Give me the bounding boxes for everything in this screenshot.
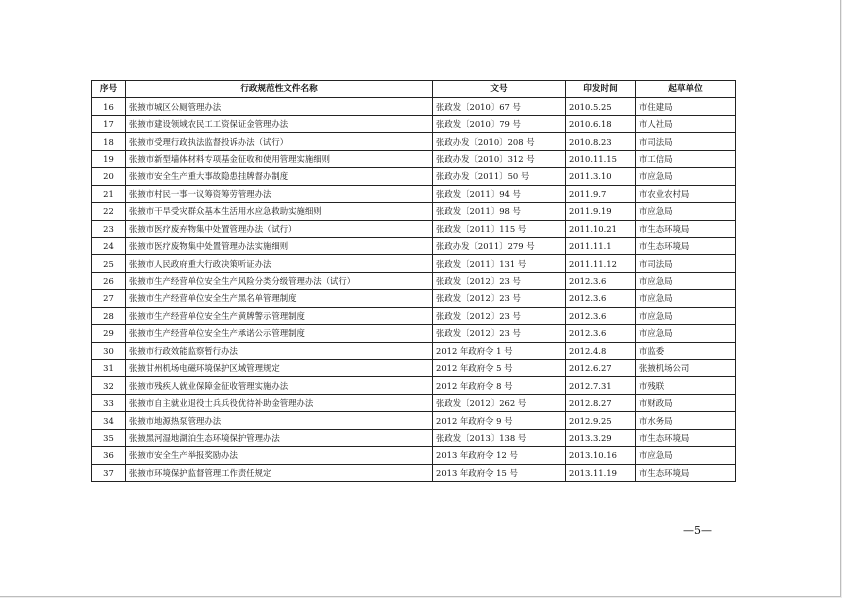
table-row bbox=[92, 272, 736, 289]
cell-document-name: 张掖市生产经营单位安全生产黑名单管理制度 bbox=[126, 290, 433, 307]
cell-issue-date: 2011.10.21 bbox=[566, 220, 636, 237]
cell-serial: 30 bbox=[92, 342, 126, 359]
cell-issue-date: 2011.9.19 bbox=[566, 203, 636, 220]
cell-issue-date: 2010.6.18 bbox=[566, 115, 636, 132]
cell-serial: 18 bbox=[92, 133, 126, 150]
cell-document-name: 张掖市医疗废物集中处置管理办法实施细则 bbox=[126, 237, 433, 254]
cell-document-name: 张掖市城区公厕管理办法 bbox=[126, 98, 433, 115]
cell-drafting-unit: 市应急局 bbox=[636, 325, 736, 342]
header-document-number: 文号 bbox=[433, 81, 566, 98]
cell-document-number: 张政办发〔2010〕312 号 bbox=[433, 150, 566, 167]
cell-document-name: 张掖黑河湿地湖泊生态环境保护管理办法 bbox=[126, 429, 433, 446]
cell-document-number: 2012 年政府令 1 号 bbox=[433, 342, 566, 359]
cell-issue-date: 2012.9.25 bbox=[566, 412, 636, 429]
cell-document-name: 张掖市建设领域农民工工资保证金管理办法 bbox=[126, 115, 433, 132]
cell-drafting-unit: 市应急局 bbox=[636, 168, 736, 185]
cell-issue-date: 2010.5.25 bbox=[566, 98, 636, 115]
header-issue-date: 印发时间 bbox=[566, 81, 636, 98]
cell-drafting-unit: 市财政局 bbox=[636, 394, 736, 411]
table-row bbox=[92, 150, 736, 167]
cell-issue-date: 2012.3.6 bbox=[566, 325, 636, 342]
table-row bbox=[92, 237, 736, 254]
cell-document-name: 张掖市安全生产举报奖励办法 bbox=[126, 447, 433, 464]
cell-serial: 22 bbox=[92, 203, 126, 220]
cell-drafting-unit: 市监委 bbox=[636, 342, 736, 359]
cell-drafting-unit: 市应急局 bbox=[636, 203, 736, 220]
table-row bbox=[92, 412, 736, 429]
cell-issue-date: 2012.3.6 bbox=[566, 307, 636, 324]
table-row bbox=[92, 220, 736, 237]
cell-document-number: 2013 年政府令 12 号 bbox=[433, 447, 566, 464]
cell-document-name: 张掖市人民政府重大行政决策听证办法 bbox=[126, 255, 433, 272]
cell-document-number: 张政发〔2011〕98 号 bbox=[433, 203, 566, 220]
cell-drafting-unit: 市农业农村局 bbox=[636, 185, 736, 202]
table-row bbox=[92, 377, 736, 394]
cell-serial: 31 bbox=[92, 360, 126, 377]
table-row bbox=[92, 429, 736, 446]
cell-document-name: 张掖市医疗废弃物集中处置管理办法（试行） bbox=[126, 220, 433, 237]
cell-document-name: 张掖市安全生产重大事故隐患挂牌督办制度 bbox=[126, 168, 433, 185]
cell-serial: 29 bbox=[92, 325, 126, 342]
table-row bbox=[92, 168, 736, 185]
cell-issue-date: 2012.7.31 bbox=[566, 377, 636, 394]
table-row bbox=[92, 360, 736, 377]
regulations-table bbox=[91, 80, 736, 482]
table-header-row bbox=[92, 81, 736, 98]
table-row bbox=[92, 325, 736, 342]
cell-document-number: 张政发〔2010〕67 号 bbox=[433, 98, 566, 115]
cell-document-number: 张政办发〔2010〕208 号 bbox=[433, 133, 566, 150]
cell-drafting-unit: 市住建局 bbox=[636, 98, 736, 115]
cell-document-name: 张掖市残疾人就业保障金征收管理实施办法 bbox=[126, 377, 433, 394]
cell-document-name: 张掖市自主就业退役士兵兵役优待补助金管理办法 bbox=[126, 394, 433, 411]
cell-document-number: 张政发〔2011〕131 号 bbox=[433, 255, 566, 272]
cell-issue-date: 2013.11.19 bbox=[566, 464, 636, 481]
table-body bbox=[92, 98, 736, 482]
cell-document-name: 张掖市村民一事一议筹资筹劳管理办法 bbox=[126, 185, 433, 202]
cell-document-number: 张政发〔2013〕138 号 bbox=[433, 429, 566, 446]
cell-serial: 37 bbox=[92, 464, 126, 481]
cell-issue-date: 2011.11.12 bbox=[566, 255, 636, 272]
cell-serial: 20 bbox=[92, 168, 126, 185]
cell-issue-date: 2011.11.1 bbox=[566, 237, 636, 254]
cell-issue-date: 2012.3.6 bbox=[566, 272, 636, 289]
cell-drafting-unit: 市生态环境局 bbox=[636, 429, 736, 446]
cell-document-name: 张掖市受理行政执法监督投诉办法（试行） bbox=[126, 133, 433, 150]
table-row bbox=[92, 185, 736, 202]
cell-document-number: 2012 年政府令 8 号 bbox=[433, 377, 566, 394]
cell-document-name: 张掖市生产经营单位安全生产黄牌警示管理制度 bbox=[126, 307, 433, 324]
cell-drafting-unit: 市水务局 bbox=[636, 412, 736, 429]
cell-serial: 36 bbox=[92, 447, 126, 464]
table-row bbox=[92, 290, 736, 307]
cell-issue-date: 2012.8.27 bbox=[566, 394, 636, 411]
cell-drafting-unit: 市应急局 bbox=[636, 272, 736, 289]
table-row bbox=[92, 133, 736, 150]
cell-serial: 21 bbox=[92, 185, 126, 202]
cell-document-number: 张政发〔2012〕23 号 bbox=[433, 307, 566, 324]
cell-issue-date: 2012.4.8 bbox=[566, 342, 636, 359]
cell-document-name: 张掖市新型墙体材料专项基金征收和使用管理实施细则 bbox=[126, 150, 433, 167]
cell-document-number: 张政发〔2012〕23 号 bbox=[433, 325, 566, 342]
cell-document-number: 2012 年政府令 5 号 bbox=[433, 360, 566, 377]
cell-document-name: 张掖市生产经营单位安全生产风险分类分级管理办法（试行） bbox=[126, 272, 433, 289]
cell-issue-date: 2011.3.10 bbox=[566, 168, 636, 185]
cell-drafting-unit: 市司法局 bbox=[636, 255, 736, 272]
cell-serial: 32 bbox=[92, 377, 126, 394]
table-row bbox=[92, 115, 736, 132]
cell-document-number: 张政办发〔2011〕50 号 bbox=[433, 168, 566, 185]
cell-drafting-unit: 市生态环境局 bbox=[636, 237, 736, 254]
cell-document-name: 张掖市地源热泵管理办法 bbox=[126, 412, 433, 429]
cell-issue-date: 2013.3.29 bbox=[566, 429, 636, 446]
cell-issue-date: 2012.3.6 bbox=[566, 290, 636, 307]
cell-document-number: 张政发〔2012〕23 号 bbox=[433, 290, 566, 307]
table-row bbox=[92, 255, 736, 272]
cell-serial: 27 bbox=[92, 290, 126, 307]
header-drafting-unit: 起草单位 bbox=[636, 81, 736, 98]
cell-issue-date: 2011.9.7 bbox=[566, 185, 636, 202]
cell-document-number: 2012 年政府令 9 号 bbox=[433, 412, 566, 429]
cell-drafting-unit: 市生态环境局 bbox=[636, 464, 736, 481]
cell-document-number: 2013 年政府令 15 号 bbox=[433, 464, 566, 481]
cell-serial: 17 bbox=[92, 115, 126, 132]
table-row bbox=[92, 447, 736, 464]
cell-serial: 26 bbox=[92, 272, 126, 289]
table-row bbox=[92, 307, 736, 324]
cell-drafting-unit: 市工信局 bbox=[636, 150, 736, 167]
cell-document-number: 张政发〔2011〕94 号 bbox=[433, 185, 566, 202]
cell-drafting-unit: 张掖机场公司 bbox=[636, 360, 736, 377]
cell-serial: 35 bbox=[92, 429, 126, 446]
cell-document-name: 张掖甘州机场电磁环境保护区域管理规定 bbox=[126, 360, 433, 377]
cell-serial: 33 bbox=[92, 394, 126, 411]
cell-issue-date: 2010.11.15 bbox=[566, 150, 636, 167]
table-row bbox=[92, 394, 736, 411]
cell-drafting-unit: 市人社局 bbox=[636, 115, 736, 132]
cell-serial: 34 bbox=[92, 412, 126, 429]
cell-document-name: 张掖市行政效能监察暂行办法 bbox=[126, 342, 433, 359]
cell-document-number: 张政发〔2010〕79 号 bbox=[433, 115, 566, 132]
cell-serial: 25 bbox=[92, 255, 126, 272]
cell-drafting-unit: 市司法局 bbox=[636, 133, 736, 150]
cell-serial: 19 bbox=[92, 150, 126, 167]
header-document-name: 行政规范性文件名称 bbox=[126, 81, 433, 98]
header-serial: 序号 bbox=[92, 81, 126, 98]
cell-issue-date: 2012.6.27 bbox=[566, 360, 636, 377]
cell-issue-date: 2013.10.16 bbox=[566, 447, 636, 464]
cell-serial: 16 bbox=[92, 98, 126, 115]
cell-serial: 24 bbox=[92, 237, 126, 254]
cell-document-number: 张政办发〔2011〕279 号 bbox=[433, 237, 566, 254]
table-row bbox=[92, 203, 736, 220]
table-row bbox=[92, 98, 736, 115]
page-number: —5— bbox=[683, 524, 712, 537]
cell-drafting-unit: 市应急局 bbox=[636, 447, 736, 464]
cell-serial: 23 bbox=[92, 220, 126, 237]
cell-document-number: 张政发〔2011〕115 号 bbox=[433, 220, 566, 237]
cell-document-name: 张掖市生产经营单位安全生产承诺公示管理制度 bbox=[126, 325, 433, 342]
table-row bbox=[92, 464, 736, 481]
cell-document-name: 张掖市干旱受灾群众基本生活用水应急救助实施细则 bbox=[126, 203, 433, 220]
cell-drafting-unit: 市生态环境局 bbox=[636, 220, 736, 237]
cell-drafting-unit: 市应急局 bbox=[636, 307, 736, 324]
cell-issue-date: 2010.8.23 bbox=[566, 133, 636, 150]
cell-drafting-unit: 市应急局 bbox=[636, 290, 736, 307]
cell-document-number: 张政发〔2012〕23 号 bbox=[433, 272, 566, 289]
cell-serial: 28 bbox=[92, 307, 126, 324]
cell-document-number: 张政发〔2012〕262 号 bbox=[433, 394, 566, 411]
cell-document-name: 张掖市环境保护监督管理工作责任规定 bbox=[126, 464, 433, 481]
table-row bbox=[92, 342, 736, 359]
cell-drafting-unit: 市残联 bbox=[636, 377, 736, 394]
